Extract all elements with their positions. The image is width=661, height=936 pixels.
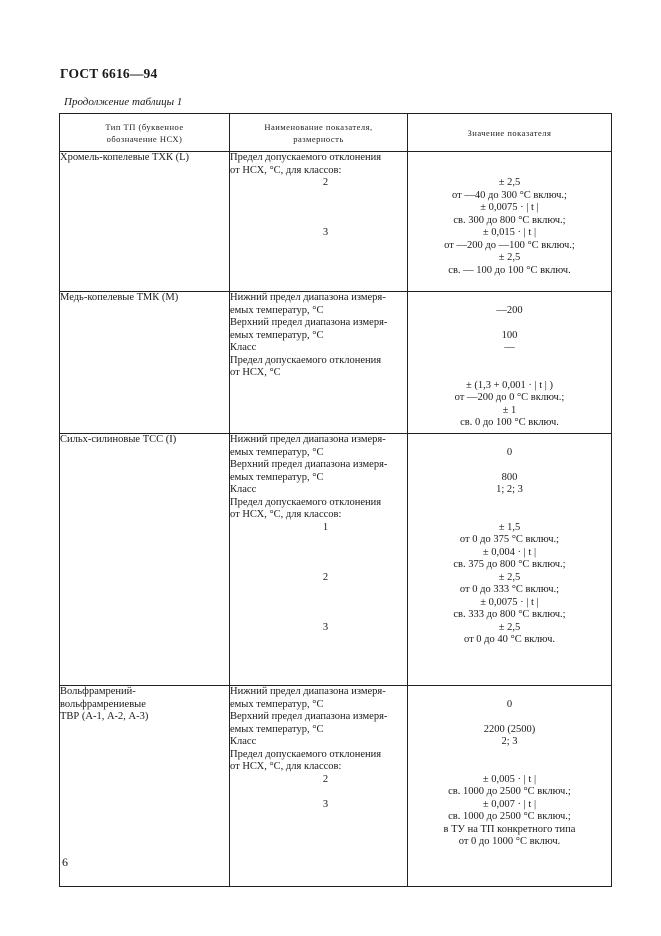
cell-line: 1; 2; 3	[496, 484, 523, 495]
cell-line	[408, 152, 611, 165]
cell-value	[408, 686, 612, 887]
cell-line: ± 2,5	[498, 571, 521, 583]
cell-line: ± 0,007 · | t |	[482, 798, 537, 810]
cell-line	[230, 597, 407, 610]
table-row	[60, 152, 612, 292]
cell-line: 2	[322, 571, 329, 583]
cell-line: —	[504, 342, 515, 353]
column-header-line: Наименование показателя,	[264, 121, 373, 132]
cell-line: Верхний предел диапазона измеря-	[230, 711, 388, 722]
cell-line	[230, 836, 407, 849]
cell-type	[60, 686, 230, 887]
cell-line	[230, 534, 407, 547]
table-row	[60, 292, 612, 434]
cell-line	[408, 686, 611, 699]
cell-line: Предел допускаемого отклонения	[230, 496, 382, 508]
cell-line	[230, 202, 407, 215]
cell-line: 0	[506, 698, 513, 710]
cell-line: Нижний предел диапазона измеря-	[230, 292, 386, 303]
cell-parameter	[230, 686, 408, 887]
cell-line	[230, 392, 407, 405]
cell-line	[408, 355, 611, 368]
cell-line	[230, 584, 407, 597]
cell-line: св. 1000 до 2500 °С включ.;	[448, 811, 571, 822]
cell-line: Класс	[230, 736, 257, 747]
cell-line	[230, 634, 407, 647]
cell-line: от —40 до 300 °С включ.;	[452, 189, 567, 201]
cell-line	[408, 749, 611, 762]
table-row	[60, 434, 612, 686]
cell-line	[230, 215, 407, 228]
cell-type	[60, 152, 230, 292]
cell-parameter	[230, 434, 408, 686]
cell-line: от НСХ, °С, для классов:	[230, 761, 342, 772]
cell-line: от —200 до 0 °С включ.;	[454, 392, 565, 403]
cell-line: вольфрамрениевые	[60, 698, 146, 710]
cell-line: ± 0,0075 · | t |	[480, 596, 539, 608]
cell-parameter	[230, 152, 408, 292]
cell-line	[230, 824, 407, 837]
cell-line: 2200 (2500)	[483, 723, 536, 735]
cell-line: емых температур, °С	[230, 723, 324, 735]
table-continuation-caption: Продолжение таблицы 1	[64, 96, 183, 108]
cell-line: ± 0,004 · | t |	[482, 546, 537, 558]
cell-line	[408, 165, 611, 178]
cell-line: св. — 100 до 100 °С включ.	[448, 264, 571, 276]
cell-line	[408, 509, 611, 522]
cell-line	[230, 265, 407, 278]
cell-line: 2	[322, 177, 329, 188]
cell-value	[408, 152, 612, 292]
cell-line: св. 0 до 100 °С включ.	[460, 417, 559, 428]
cell-line: 800	[501, 471, 518, 483]
cell-line: ТВР (А-1, А-2, А-3)	[60, 711, 149, 722]
cell-line: Класс	[230, 342, 257, 353]
cell-line: св. 375 до 800 °С включ.;	[453, 559, 566, 570]
cell-line: 3	[322, 798, 329, 810]
cell-line	[230, 380, 407, 393]
cell-line: в ТУ на ТП конкретного типа	[443, 823, 576, 835]
cell-line: Верхний предел диапазона измеря-	[230, 459, 388, 470]
cell-line	[230, 786, 407, 799]
cell-line	[408, 367, 611, 380]
column-header-parameter	[230, 114, 408, 152]
cell-line: св. 1000 до 2500 °С включ.;	[448, 786, 571, 797]
cell-line: емых температур, °С	[230, 446, 324, 458]
column-header-line: размерность	[293, 133, 344, 144]
cell-line: —200	[496, 304, 523, 316]
cell-line: от 0 до 40 °С включ.	[463, 634, 556, 645]
cell-line: ± 0,015 · | t |	[482, 227, 537, 238]
cell-line	[408, 434, 611, 447]
cell-line: 0	[506, 446, 513, 458]
cell-line: от —200 до —100 °С включ.;	[444, 239, 575, 251]
cell-line	[230, 240, 407, 253]
document-code: ГОСТ 6616—94	[60, 66, 158, 81]
cell-line: емых температур, °С	[230, 329, 324, 341]
column-header-line: Тип ТП (буквенное	[105, 121, 184, 132]
cell-line	[230, 190, 407, 203]
cell-line: Вольфрамрений-	[60, 686, 136, 697]
cell-line	[408, 497, 611, 510]
cell-line: емых температур, °С	[230, 304, 324, 316]
cell-line: от 0 до 333 °С включ.;	[459, 584, 560, 595]
cell-line: ± 2,5	[498, 621, 521, 633]
cell-line: ± 1,5	[498, 521, 521, 533]
cell-line	[408, 459, 611, 472]
cell-line: емых температур, °С	[230, 698, 324, 710]
cell-line: Сильх-силиновые ТСС (I)	[60, 434, 177, 445]
cell-line: от 0 до 1000 °С включ.	[458, 836, 561, 847]
cell-line	[230, 609, 407, 622]
cell-line	[230, 559, 407, 572]
specification-table	[59, 113, 612, 887]
cell-line: Нижний предел диапазона измеря-	[230, 434, 386, 445]
cell-line: 1	[322, 521, 329, 533]
cell-line: ± 0,0075 · | t |	[480, 202, 539, 213]
column-header-line: Значение показателя	[467, 127, 552, 138]
column-header-value	[408, 114, 612, 152]
cell-value	[408, 434, 612, 686]
column-header-type	[60, 114, 230, 152]
cell-line: Нижний предел диапазона измеря-	[230, 686, 386, 697]
cell-line: от 0 до 375 °С включ.;	[459, 534, 560, 545]
cell-line	[408, 711, 611, 724]
cell-line: 3	[322, 227, 329, 238]
cell-line	[230, 547, 407, 560]
cell-line: Предел допускаемого отклонения	[230, 354, 382, 366]
cell-line: от НСХ, °С, для классов:	[230, 164, 342, 176]
cell-line: Предел допускаемого отклонения	[230, 748, 382, 760]
cell-line: ± 2,5	[498, 252, 521, 263]
page-number: 6	[62, 855, 68, 869]
cell-line: от НСХ, °С	[230, 367, 281, 378]
cell-line: от НСХ, °С, для классов:	[230, 509, 342, 520]
cell-line: 100	[501, 329, 518, 341]
cell-line: ± 2,5	[498, 177, 521, 188]
cell-line: Медь-копелевые ТМК (М)	[60, 292, 179, 303]
cell-line: 3	[322, 621, 329, 633]
cell-line: емых температур, °С	[230, 471, 324, 483]
cell-line: 2	[322, 773, 329, 785]
cell-line	[230, 811, 407, 824]
cell-line: Предел допускаемого отклонения	[230, 152, 382, 163]
cell-line: Хромель-копелевые ТХК (L)	[60, 152, 190, 163]
cell-line: св. 333 до 800 °С включ.;	[453, 609, 566, 620]
cell-line	[408, 761, 611, 774]
cell-line: св. 300 до 800 °С включ.;	[453, 214, 566, 226]
cell-line	[408, 317, 611, 330]
cell-line: Класс	[230, 484, 257, 495]
cell-value	[408, 292, 612, 434]
cell-line	[408, 292, 611, 305]
cell-line: ± 0,005 · | t |	[482, 773, 537, 785]
cell-type	[60, 292, 230, 434]
table-row	[60, 686, 612, 887]
cell-line: 2; 3	[501, 736, 518, 747]
cell-parameter	[230, 292, 408, 434]
cell-line: Верхний предел диапазона измеря-	[230, 317, 388, 328]
cell-line: ± (1,3 + 0,001 · | t | )	[465, 379, 554, 391]
cell-type	[60, 434, 230, 686]
table-header-row	[60, 114, 612, 152]
cell-line: ± 1	[502, 404, 517, 416]
cell-line	[230, 252, 407, 265]
column-header-line: обозначение НСХ)	[106, 133, 183, 144]
cell-line	[230, 405, 407, 418]
